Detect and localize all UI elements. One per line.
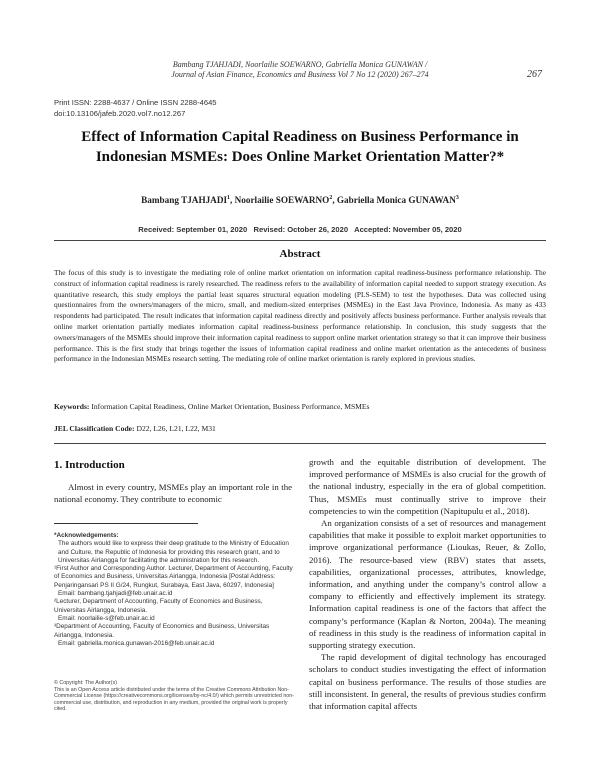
intro-paragraph: An organization consists of a set of resources and management capabilities that make it possible to exploit market opportunities to improve organizational performance (Lioukas, Reuer, & Zollo, 2016). The resource-based view (RBV) states that assets, capabilities, organizational processes, attributes, knowledge, information, and anything under the company’s control allow a company to efficiently and effectively implement its strategy. Information capital readiness is one of the factors that affect the company’s performance (Kaplan & Norton, 2004a). The meaning of readiness in this study is the readiness of information capital in supporting strategy execution. [309, 518, 546, 651]
section-heading-introduction: 1. Introduction [54, 459, 125, 471]
jel-line [54, 424, 546, 433]
footnote-1 [54, 565, 294, 598]
top-divider [54, 240, 546, 241]
author-name: Gabriella Monica GUNAWAN [336, 195, 456, 206]
running-head-authors: Bambang TJAHJADI, Noorlailie SOEWARNO, Gabriella Monica GUNAWAN / [172, 60, 428, 69]
intro-left-text: Almost in every country, MSMEs play an important role in the national economy. They contribute to economic [54, 482, 292, 505]
jel-label: JEL Classification Code: [54, 424, 135, 433]
title-line-2: Indonesian MSMEs: Does Online Market Orientation Matter?* [95, 149, 505, 165]
footnote-2 [54, 598, 294, 623]
issn-line: Print ISSN: 2288-4637 / Online ISSN 2288-4645 [54, 98, 217, 107]
author-name: Noorlailie SOEWARNO [234, 195, 330, 206]
acknowledgement-note [54, 532, 294, 565]
acknowledgement-heading: *Acknowledgements: [54, 532, 119, 539]
license-text: This is an Open Access article distributed under the terms of the Creative Commons Attribution Non-Commercial License (https://creativecommons.org/licenses/by-nc/4.0/) which permits unrestricted non-commercial use, distribution, and reproduction in any medium, provided the original work is properly cited. [54, 686, 294, 713]
author-mark: 2 [329, 195, 333, 201]
footnotes [54, 532, 294, 648]
footnote-2-text: ²Lecturer, Department of Accounting, Faculty of Economics and Business, Universitas Airlangga, Indonesia. [54, 598, 263, 614]
intro-paragraph: The rapid development of digital technology has encouraged scholars to conduct studies investigating the effect of information capital on business performance. The results of those studies are still inconsistent. In general, the results of previous studies confirm that information capital affects [309, 652, 546, 712]
abstract-text: The focus of this study is to investigate the mediating role of online market orientation on information capital readiness-business performance relationship. The construct of information capital readiness is rarely researched. The readiness refers to the availability of information capital needed to support strategy execution. As quantitative research, this study employs the partial least squares structural equation modeling (PLS-SEM) to test the hypotheses. Data was collected using questionnaires from the owners/managers of the micro, small, and medium-sized enterprises (MSMEs) in the East Java Province, Indonesia. As many as 433 respondents had participated. The result indicates that information capital readiness directly and positively affects business performance. Further analysis reveals that online market orientation partially mediates information capital readiness-business performance relationship. In conclusion, this study suggests that the owners/managers of the MSMEs should improve their information capital readiness to support online market orientation strategy so that it can improve their business performance. This is the first study that brings together the issues of information capital readiness and online market orientation as the antecedents of business performance in the Indonesian MSMEs research setting. The mediating role of online market orientation is rarely explored in previous studies. [54, 268, 546, 364]
copyright-line: © Copyright: The Author(s) [54, 680, 117, 686]
author-list: Bambang TJAHJADI$^1$, Noorlailie SOEWARNO$^2$, Gabriella Monica GUNAWAN$^3$ [141, 195, 459, 206]
keywords-line [54, 402, 546, 411]
footnote-rule [54, 523, 198, 524]
intro-right-column [309, 456, 546, 712]
author-mark: 3 [455, 195, 459, 201]
keywords-label: Keywords: [54, 402, 90, 411]
footnote-3 [54, 623, 294, 648]
jel-value: D22, L26, L21, L22, M31 [136, 424, 216, 433]
author-name: Bambang TJAHJADI [141, 195, 228, 206]
acknowledgement-text: The authors would like to express their deep gratitude to the Ministry of Education and Culture, the Republic of Indonesia for providing this research grant, and to Universitas Airlangga for facilitating the administration for this research. [58, 540, 289, 564]
article-title [60, 127, 540, 167]
footnote-3-email[interactable]: Email: gabriella.monica.gunawan-2016@feb.unair.ac.id [58, 639, 215, 647]
bottom-divider [54, 443, 546, 444]
footnote-2-email[interactable]: Email: noorlailie-s@feb.unair.ac.id [58, 614, 155, 622]
issn-block [54, 97, 217, 119]
author-mark: 1 [227, 195, 231, 201]
running-head [120, 60, 480, 80]
footnote-1-email[interactable]: Email: bambang.tjahjadi@feb.unair.ac.id [58, 590, 173, 598]
page-number: 267 [527, 69, 542, 80]
keywords-value: Information Capital Readiness, Online Market Orientation, Business Performance, MSMEs [91, 402, 370, 411]
intro-left-paragraph [54, 481, 292, 505]
footnote-1-text: ¹First Author and Corresponding Author. Lecturer, Department of Accounting, Faculty of Economics and Business, Universitas Airlangga, Indonesia [Postal Address: Penjaringansari PS II G/24, Rungkut, Surabaya, East Java, 60297, Indonesia] [54, 565, 293, 589]
article-dates: Received: September 01, 2020 Revised: October 26, 2020 Accepted: November 05, 2020 [138, 225, 462, 234]
abstract-heading: Abstract [279, 248, 321, 260]
copyright-notice [54, 680, 294, 713]
doi-line[interactable]: doi:10.13106/jafeb.2020.vol7.no12.267 [54, 109, 186, 118]
running-head-journal: Journal of Asian Finance, Economics and Business Vol 7 No 12 (2020) 267–274 [171, 70, 429, 79]
title-line-1: Effect of Information Capital Readiness on Business Performance in [81, 129, 519, 145]
intro-paragraph: growth and the equitable distribution of development. The improved performance of MSMEs is also crucial for the growth of the national industry, especially in the era of global competition. Thus, MSMEs must continually strive to improve their competencies to win the competition (Napitupulu et al., 2018). [309, 457, 546, 516]
footnote-3-text: ³Department of Accounting, Faculty of Economics and Business, Universitas Airlangga, Indonesia. [54, 623, 270, 639]
